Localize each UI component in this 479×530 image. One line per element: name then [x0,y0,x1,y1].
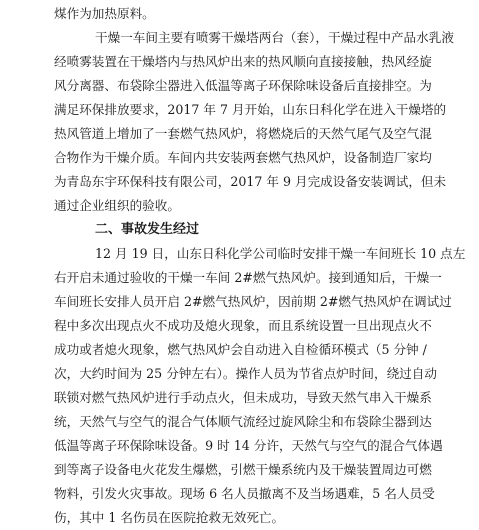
paragraph-line: 合物作为干燥介质。车间内共安装两套燃气热风炉，设备制造厂家均 [54,150,432,165]
paragraph-line: 车间班长安排人员开启 2#燃气热风炉，因前期 2#燃气热风炉在调试过 [54,294,452,309]
paragraph-line: 12 月 19 日，山东日科化学公司临时安排干燥一车间班长 10 点左 [95,246,466,261]
section-heading: 二、事故发生经过 [95,222,200,237]
paragraph-line: 到等离子设备电火花发生爆燃，引燃干燥系统内及干燥装置周边可燃 [54,462,432,477]
paragraph-line: 干燥一车间主要有喷雾干燥塔两台（套），干燥过程中产品水乳液 [95,30,454,45]
paragraph-line: 经喷雾装置在干燥塔内与热风炉出来的热风顺向直接接触，热风经旋 [54,54,432,69]
paragraph-line: 次，大约时间为 25 分钟左右）。操作人员为节省点炉时间，绕过自动 [54,366,437,381]
paragraph-line: 风分离器、布袋除尘器进入低温等离子环保除味设备后直接排空。为 [54,78,432,93]
paragraph-line: 为青岛东宇环保科技有限公司，2017 年 9 月完成设备安装调试，但未 [54,174,447,189]
paragraph-line: 联锁对燃气热风炉进行手动点火，但未成功，导致天然气串入干燥系 [54,390,432,405]
paragraph-line: 满足环保排放要求，2017 年 7 月开始，山东日科化学在进入干燥塔的 [54,102,447,117]
paragraph-line: 统，天然气与空气的混合气体顺气流经过旋风除尘和布袋除尘器到达 [54,414,432,429]
paragraph-line: 煤作为加热原料。 [54,6,155,21]
paragraph-line: 成功或者熄火现象，燃气热风炉会自动进入自检循环模式（5 分钟 / [54,342,427,357]
paragraph-line: 伤，其中 1 名伤员在医院抢救无效死亡。 [54,510,285,525]
paragraph-line: 右开启未通过验收的干燥一车间 2#燃气热风炉。接到通知后，干燥一 [54,270,442,285]
paragraph-line: 热风管道上增加了一套燃气热风炉，将燃烧后的天然气尾气及空气混 [54,126,432,141]
paragraph-line: 低温等离子环保除味设备。9 时 14 分许，天然气与空气的混合气体遇 [54,438,443,453]
paragraph-line: 通过企业组织的验收。 [54,198,180,213]
paragraph-line: 物料，引发火灾事故。现场 6 名人员撤离不及当场遇难，5 名人员受 [54,486,435,501]
paragraph-line: 程中多次出现点火不成功及熄火现象，而且系统设置一旦出现点火不 [54,318,432,333]
